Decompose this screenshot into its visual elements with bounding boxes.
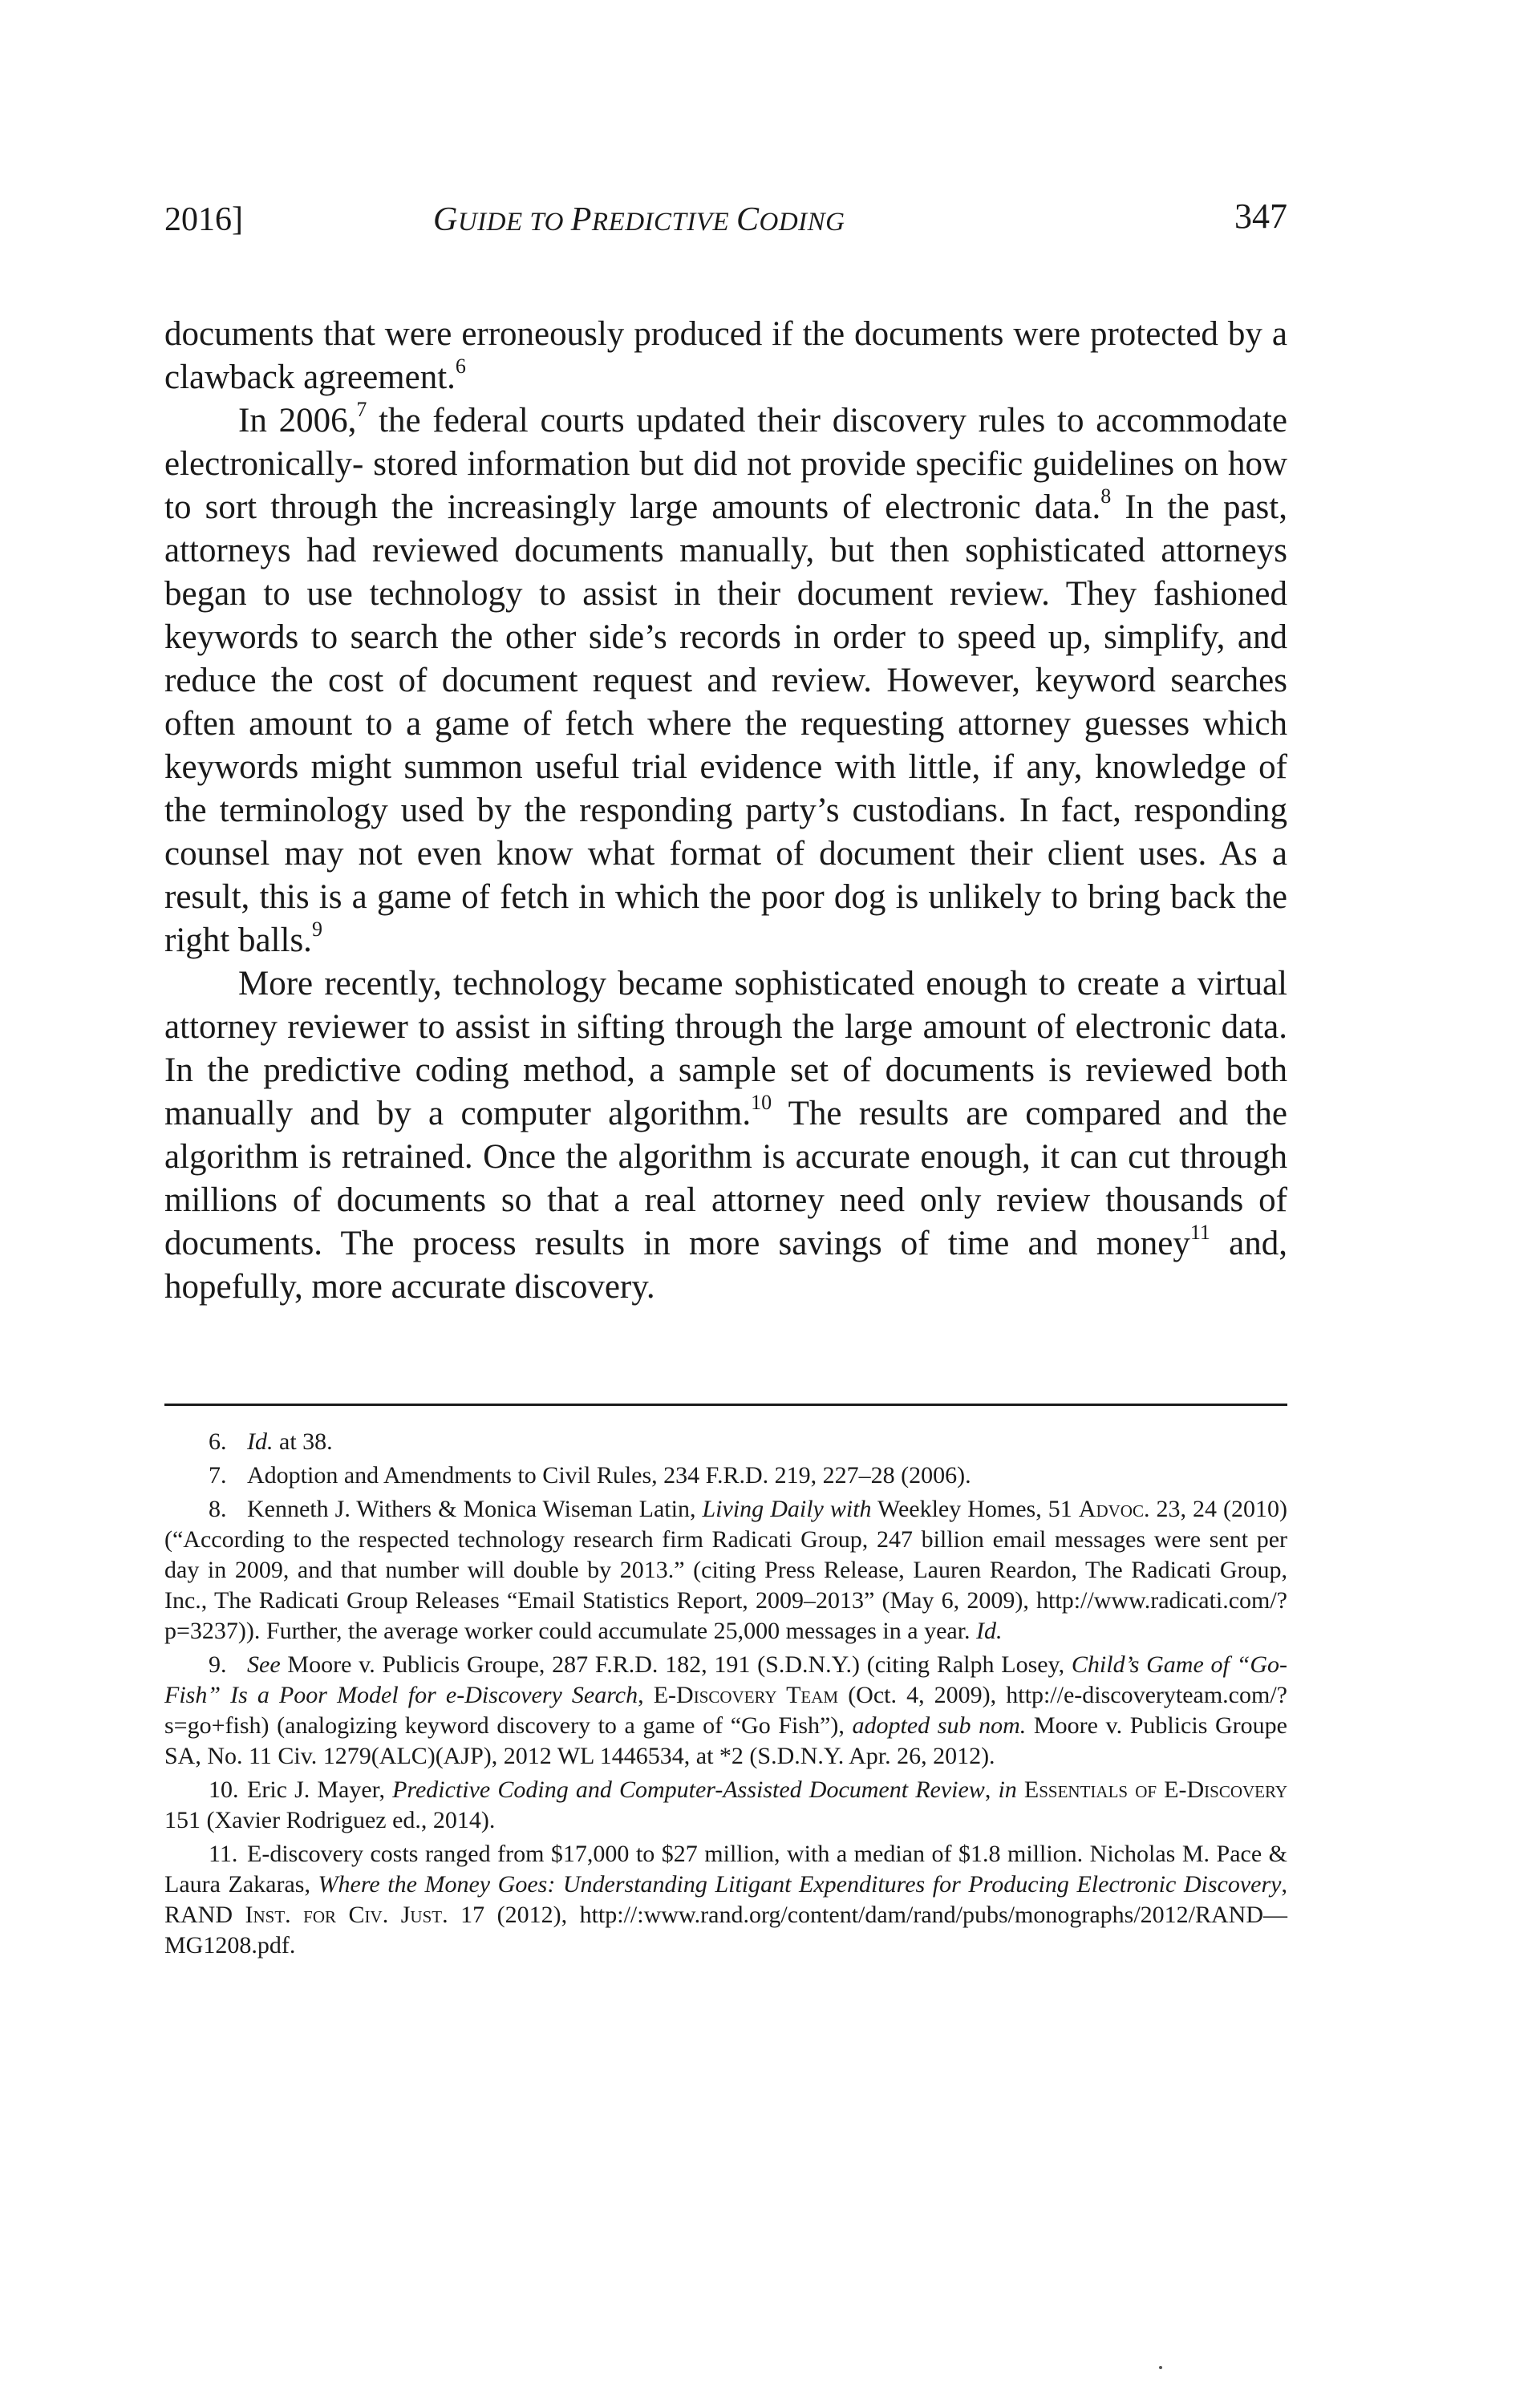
footnote-ref-6: 6 bbox=[455, 354, 466, 378]
paragraph-3: More recently, technology became sophisticated enough to create a virtual attorney reviewer to assist in sifting through the large amount of electronic data. In the predictive coding method, a sample set of documents is reviewed both manually and by a computer algorithm.$^{10}$ The results are compared and the algorithm is retrained. Once the algorithm is accurate enough, it can cut through millions of documents so that a real attorney need only review thousands of documents. The process results in more savings of time and money$^{11}$ and, hopefully, more accurate discovery. bbox=[164, 965, 1287, 1306]
footnote-ref-11: 11 bbox=[1189, 1220, 1210, 1244]
footnote-ref-7: 7 bbox=[356, 397, 367, 421]
footnote-8: 8. Kenneth J. Withers & Monica Wiseman Latin, Living Daily with Weekley Homes, 51 Advoc. 23, 24 (2010) (“According to the respected technology research firm Radicati Group, 247 billion email messages were sent per day in 2009, and that number will double by 2013.” (citing Press Release, Lauren Reardon, The Radicati Group, Inc., The Radicati Group Releases “Email Statistics Report, 2009–2013” (May 6, 2009), http://www.radicati.com/?p=3237)). Further, the average worker could accumulate 25,000 messages in a year. Id. bbox=[164, 1496, 1287, 1644]
scan-speck bbox=[1159, 2366, 1162, 2369]
footnote-6: 6. Id. at 38. bbox=[209, 1428, 333, 1455]
footnote-divider bbox=[164, 1404, 1287, 1406]
running-head-title: GUIDE TO PREDICTIVE CODING bbox=[433, 201, 845, 238]
running-head-year: 2016] bbox=[164, 201, 243, 238]
footnote-ref-9: 9 bbox=[311, 917, 322, 941]
running-head bbox=[164, 192, 1287, 249]
footnote-7: 7. Adoption and Amendments to Civil Rules, 234 F.R.D. 219, 227–28 (2006). bbox=[209, 1462, 971, 1489]
footnote-9: 9. See Moore v. Publicis Groupe, 287 F.R.D. 182, 191 (S.D.N.Y.) (citing Ralph Losey, Child’s Game of “Go-Fish” Is a Poor Model for e-Discovery Search, E-Discovery Team (Oct. 4, 2009), http://e-discoveryteam.com/?s=go+fish) (analogizing keyword discovery to a game of “Go Fish”), adopted sub nom. Moore v. Publicis Groupe SA, No. 11 Civ. 1279(ALC)(AJP), 2012 WL 1446534, at *2 (S.D.N.Y. Apr. 26, 2012). bbox=[164, 1651, 1287, 1769]
page-number: 347 bbox=[1234, 196, 1287, 236]
footnote-11: 11. E-discovery costs ranged from $17,000 to $27 million, with a median of $1.8 million. Nicholas M. Pace & Laura Zakaras, Where the Money Goes: Understanding Litigant Expenditures for Producing Electronic Discovery, RAND Inst. for Civ. Just. 17 (2012), http://:www.rand.org/content/dam/rand/pubs/monographs/2012/RAND—MG1208.pdf. bbox=[164, 1841, 1287, 1959]
page bbox=[164, 192, 1287, 1964]
body-text bbox=[164, 313, 1287, 1309]
paragraph-1: documents that were erroneously produced if the documents were protected by a clawback agreement.$^6$ bbox=[164, 315, 1287, 396]
footnote-10: 10. Eric J. Mayer, Predictive Coding and Computer-Assisted Document Review, in Essentials of E-Discovery 151 (Xavier Rodriguez ed., 2014). bbox=[164, 1776, 1288, 1833]
footnote-ref-8: 8 bbox=[1100, 484, 1112, 508]
footnotes bbox=[164, 1427, 1287, 1961]
footnote-ref-10: 10 bbox=[751, 1090, 772, 1114]
paragraph-2: In 2006,$^7$ the federal courts updated their discovery rules to accommodate electronically- stored information but did not provide specific guidelines on how to sort through the increasingly large amounts of electronic data.$^8$ In the past, attorneys had reviewed documents manually, but then sophisticated attorneys began to use technology to assist in their document review. They fashioned keywords to search the other side’s records in order to speed up, simplify, and reduce the cost of document request and review. However, keyword searches often amount to a game of fetch where the requesting attorney guesses which keywords might summon useful trial evidence with little, if any, knowledge of the terminology used by the responding party’s custodians. In fact, responding counsel may not even know what format of document their client uses. As a result, this is a game of fetch in which the poor dog is unlikely to bring back the right balls.$^9$ bbox=[164, 397, 1287, 959]
